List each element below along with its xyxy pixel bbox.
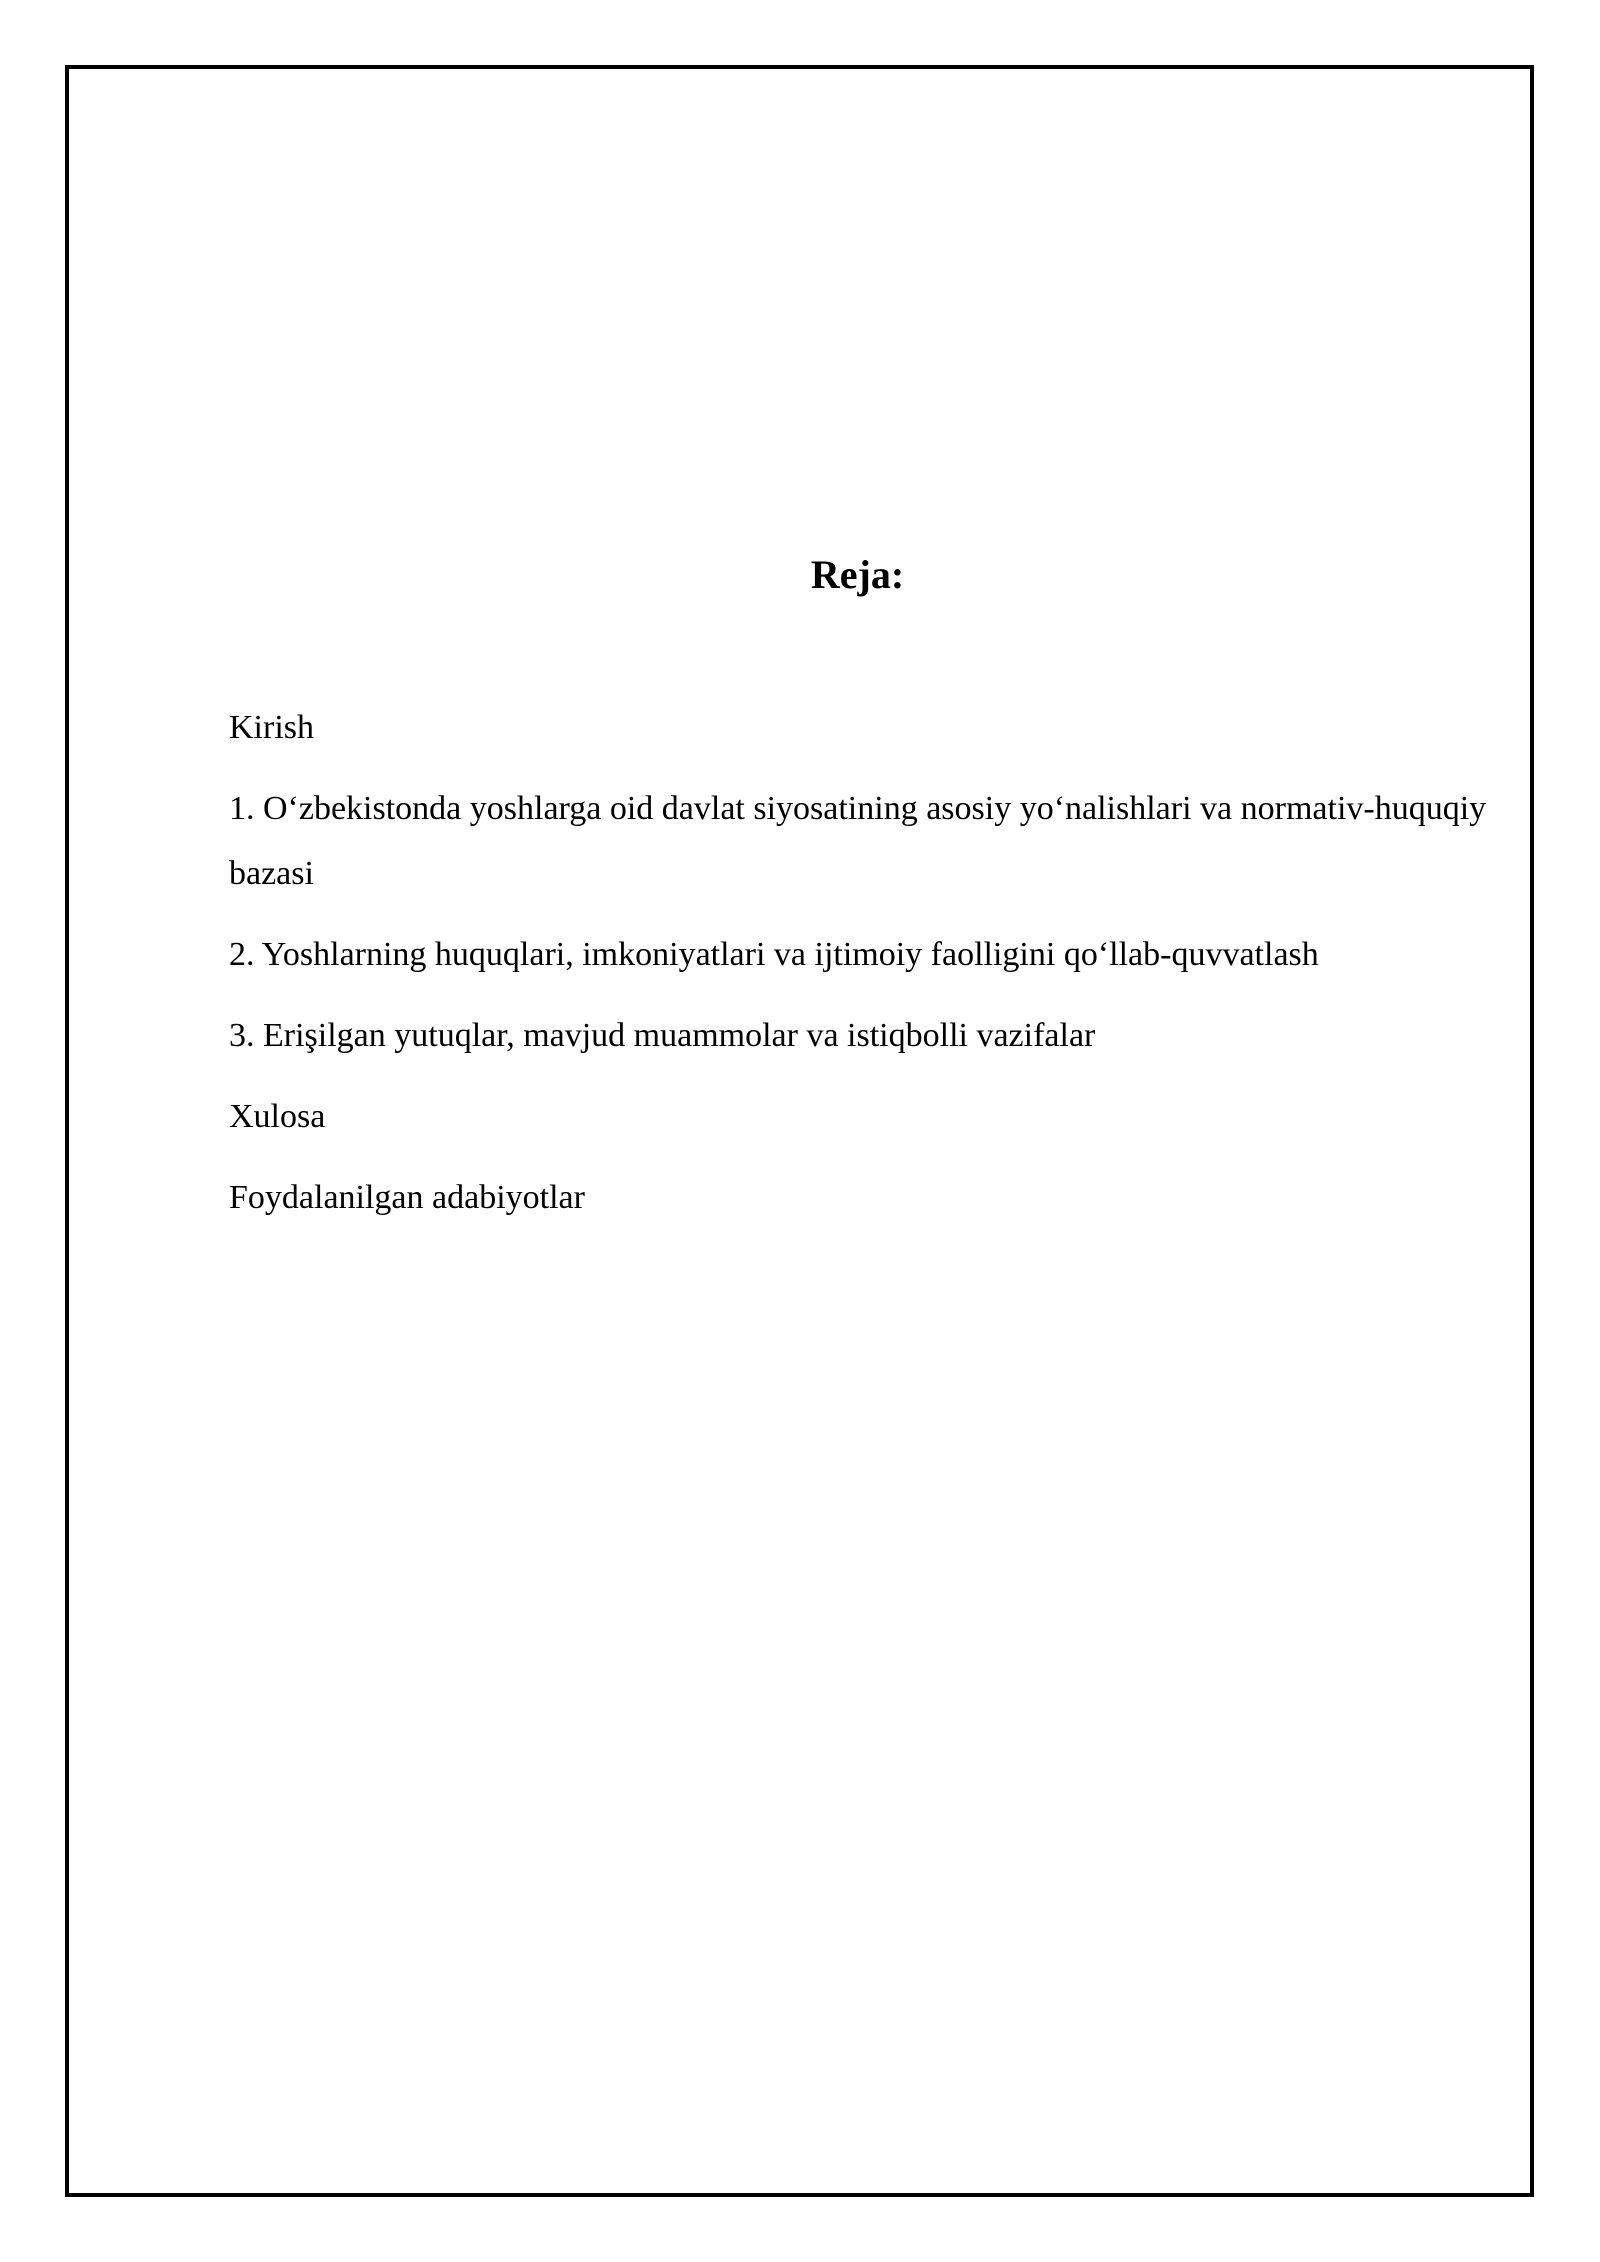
plan-list xyxy=(229,695,1489,1246)
page-title: Reja: xyxy=(810,552,905,597)
plan-item-references: Foydalanilgan adabiyotlar xyxy=(229,1179,585,1216)
plan-item-2: 2. Yoshlarning huquqlari, imkoniyatlari va ijtimoiy faolligini qo‘llab-quvvatlash xyxy=(229,936,1319,973)
plan-item-conclusion: Xulosa xyxy=(229,1098,326,1135)
plan-item-3: 3. Erişilgan yutuqlar, mavjud muammolar va istiqbolli vazifalar xyxy=(229,1017,1096,1054)
plan-item-introduction: Kirish xyxy=(229,709,314,746)
plan-item-1: 1. O‘zbekistonda yoshlarga oid davlat siyosatining asosiy yo‘nalishlari va normativ-huquqiy bazasi xyxy=(229,790,1487,892)
